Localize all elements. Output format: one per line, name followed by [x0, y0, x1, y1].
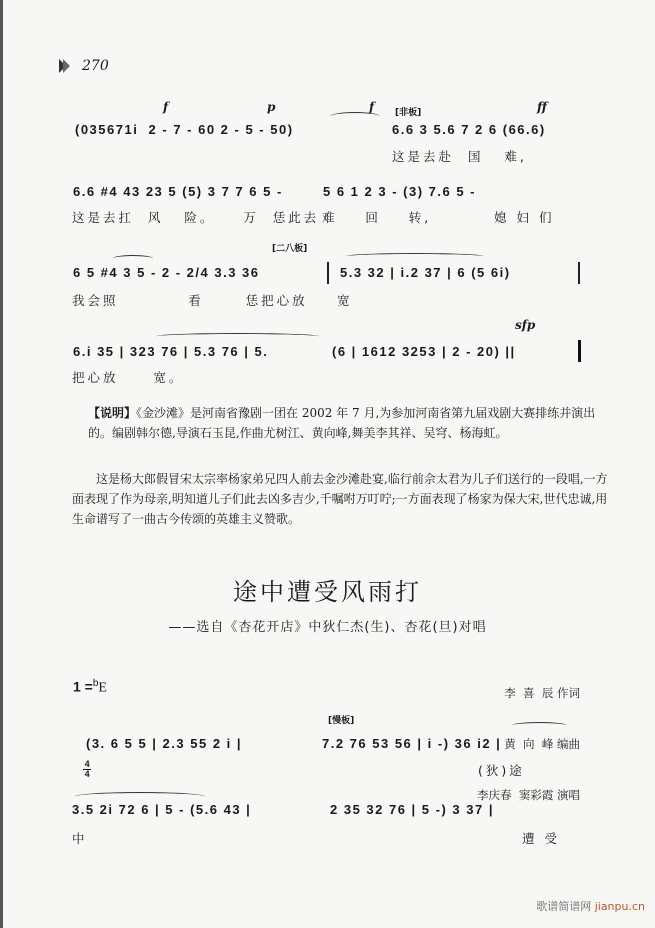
page-edge	[0, 0, 3, 928]
final-barline	[578, 340, 581, 362]
song-subtitle: ——选自《杏花开店》中狄仁杰(生)、杏花(旦)对唱	[168, 620, 487, 635]
dynamic-marking: f	[163, 100, 169, 114]
notation-line: 6.6 #4 43 23 5 (5) 3 7 7 6 5 -	[73, 184, 283, 199]
time-signature: $\frac{4}{4}$	[84, 759, 90, 779]
credit-performers: 李庆春 窦彩霞 演唱	[477, 788, 580, 802]
slur	[330, 112, 380, 121]
lyrics-line: 中	[72, 831, 88, 846]
lyrics-line: 遭 受	[522, 831, 560, 846]
dynamic-marking: ff	[537, 100, 547, 114]
credit-lyricist: 李 喜 辰 作词	[504, 686, 580, 700]
slur	[345, 253, 485, 260]
slur	[155, 333, 320, 340]
slur	[75, 792, 205, 801]
page-number-block	[58, 58, 109, 74]
barline	[327, 262, 329, 284]
lyrics-line: 我会照 看 恁把心放	[72, 293, 308, 308]
dynamic-marking: f	[369, 100, 375, 114]
notation-line: 5.3 32 | i.2 37 | 6 (5 6i)	[340, 265, 511, 280]
lyrics-line: (狄)途	[478, 763, 525, 778]
lyrics-line: 这是去赴 国 难,	[392, 149, 527, 164]
notation-line: 7.2 76 53 56 | i -) 36 i2 |	[322, 736, 502, 751]
notation-line: 6.6 3 5.6 7 2 6 (66.6)	[392, 122, 546, 137]
watermark: 歌谱简谱网 jianpu.cn	[536, 900, 645, 913]
chevron-ornament-icon	[58, 58, 72, 74]
notation-line: (6 | 1612 3253 | 2 - 20) ||	[332, 344, 516, 359]
notation-line: 6.i 35 | 323 76 | 5.3 76 | 5.	[73, 344, 269, 359]
explanation-paragraph-2: 这是杨大郎假冒宋太宗率杨家弟兄四人前去金沙滩赴宴,临行前佘太君为儿子们送行的一段唱,一方面表现了作为母亲,明知道儿子们此去凶多吉少,千嘱咐万叮咛;一方面表现了杨家为保大宋,世代忠诚,用生命谱写了一曲古今传颂的英雄主义赞歌。	[72, 472, 608, 526]
notation-line: 6 5 #4 3 5 - 2 - 2/4 3.3 36	[73, 265, 260, 280]
notation-line: 5 6 1 2 3 - (3) 7.6 5 -	[323, 184, 477, 199]
notation-line: (035671i 2 - 7 - 60 2 - 5 - 50)	[75, 122, 294, 137]
slur	[512, 722, 567, 729]
tempo-marking: [慢板]	[328, 716, 355, 726]
notation-line: 3.5 2i 72 6 | 5 - (5.6 43 |	[72, 802, 252, 817]
notation-line: 2 35 32 76 | 5 -) 3 37 |	[330, 802, 494, 817]
tempo-marking: [二八板]	[272, 244, 308, 254]
dynamic-marking: sfp	[515, 318, 536, 332]
barline	[578, 262, 580, 284]
explanation-label: 【说明】	[88, 406, 137, 420]
lyrics-line: 宽	[337, 293, 353, 308]
key-signature: 1 =$^b$E	[73, 678, 107, 696]
song-title: 途中遭受风雨打	[233, 578, 422, 606]
slur	[113, 255, 153, 262]
dynamic-marking: p	[267, 100, 276, 114]
tempo-marking: [非板]	[395, 108, 422, 118]
notation-line: (3. 6 5 5 | 2.3 55 2 i |	[86, 736, 243, 751]
explanation-paragraph-1: 【说明】《金沙滩》是河南省豫剧一团在 2002 年 7 月,为参加河南省第九届戏剧大赛排练并演出的。编剧韩尔德,导演石玉昆,作曲尤树江、黄向峰,舞美李其祥、吴穹、杨海虹。	[88, 406, 596, 440]
page-number: 270	[82, 58, 109, 74]
lyrics-line: 这是去扛 风 险。 万 恁此去	[72, 210, 320, 225]
lyrics-line: 难 回 转, 媳 妇 们	[322, 210, 555, 225]
credit-arranger: 黄 向 峰 编曲	[504, 737, 580, 751]
lyrics-line: 把心放 宽。	[72, 370, 185, 385]
